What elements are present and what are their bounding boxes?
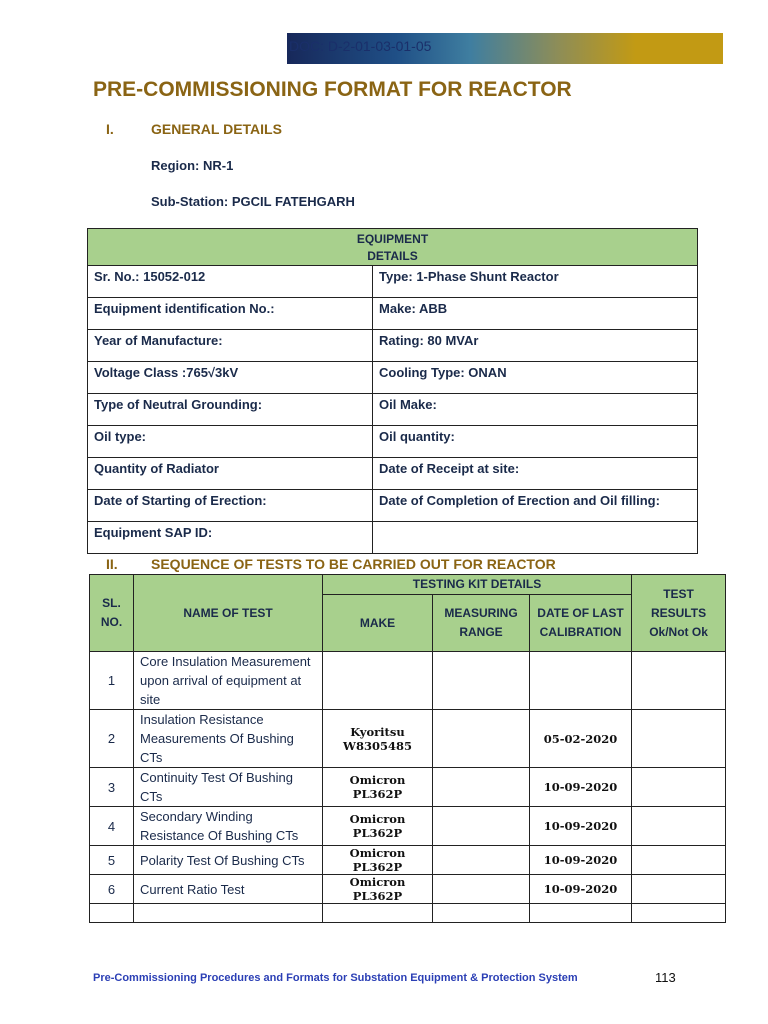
test-sl-no: 5 xyxy=(90,846,134,875)
equipment-field-right xyxy=(373,522,698,554)
test-row xyxy=(90,846,726,875)
equipment-field-left: Sr. No.: 15052-012 xyxy=(88,266,373,298)
test-row xyxy=(90,652,726,710)
test-name: Current Ratio Test xyxy=(134,875,323,904)
equipment-row xyxy=(88,426,698,458)
equipment-row xyxy=(88,490,698,522)
test-result xyxy=(632,807,726,846)
test-name xyxy=(134,904,323,923)
section-title: SEQUENCE OF TESTS TO BE CARRIED OUT FOR REACTOR xyxy=(151,556,556,572)
test-result xyxy=(632,904,726,923)
document-code-banner xyxy=(287,33,723,64)
equipment-field-right: Cooling Type: ONAN xyxy=(373,362,698,394)
equipment-row xyxy=(88,330,698,362)
sl-no-header: SL. NO. xyxy=(90,575,134,652)
test-sl-no: 3 xyxy=(90,768,134,807)
test-result xyxy=(632,846,726,875)
test-calibration-date: 10-09-2020 xyxy=(530,807,632,846)
equipment-field-left: Quantity of Radiator xyxy=(88,458,373,490)
test-measuring-range xyxy=(433,875,530,904)
test-name-header: NAME OF TEST xyxy=(134,575,323,652)
equipment-field-left: Equipment SAP ID: xyxy=(88,522,373,554)
test-measuring-range xyxy=(433,904,530,923)
page-footer: Pre-Commissioning Procedures and Formats for Substation Equipment & Protection System xyxy=(93,972,578,984)
equipment-header xyxy=(88,229,698,266)
equipment-field-right: Make: ABB xyxy=(373,298,698,330)
test-calibration-date: 05-02-2020 xyxy=(530,710,632,768)
equipment-field-right: Rating: 80 MVAr xyxy=(373,330,698,362)
test-kit-make: Kyoritsu W8305485 xyxy=(323,710,433,768)
test-row xyxy=(90,710,726,768)
test-name: Core Insulation Measurement upon arrival of equipment at site xyxy=(134,652,323,710)
test-results-header: TEST RESULTS Ok/Not Ok xyxy=(632,575,726,652)
test-calibration-date xyxy=(530,652,632,710)
equipment-field-right: Date of Receipt at site: xyxy=(373,458,698,490)
test-row xyxy=(90,875,726,904)
equipment-field-left: Type of Neutral Grounding: xyxy=(88,394,373,426)
testing-kit-header: TESTING KIT DETAILS xyxy=(323,575,632,595)
measuring-range-header: MEASURING RANGE xyxy=(433,595,530,652)
test-measuring-range xyxy=(433,710,530,768)
test-name: Polarity Test Of Bushing CTs xyxy=(134,846,323,875)
test-measuring-range xyxy=(433,652,530,710)
document-code: DOC: D-2-01-03-01-05 xyxy=(289,38,432,54)
make-header: MAKE xyxy=(323,595,433,652)
equipment-field-right: Oil quantity: xyxy=(373,426,698,458)
equipment-field-left: Year of Manufacture: xyxy=(88,330,373,362)
equipment-field-right: Type: 1-Phase Shunt Reactor xyxy=(373,266,698,298)
test-sl-no: 4 xyxy=(90,807,134,846)
test-name: Insulation Resistance Measurements Of Bushing CTs xyxy=(134,710,323,768)
page-number: 113 xyxy=(655,970,676,985)
equipment-row xyxy=(88,298,698,330)
test-result xyxy=(632,710,726,768)
test-measuring-range xyxy=(433,846,530,875)
equipment-field-left: Oil type: xyxy=(88,426,373,458)
equipment-header-row xyxy=(88,229,698,266)
equipment-row xyxy=(88,362,698,394)
test-kit-make: Omicron PL362P xyxy=(323,846,433,875)
test-kit-make: Omicron PL362P xyxy=(323,768,433,807)
test-sl-no xyxy=(90,904,134,923)
test-kit-make xyxy=(323,652,433,710)
section-number: II. xyxy=(106,556,118,572)
section-title: GENERAL DETAILS xyxy=(151,121,282,137)
test-measuring-range xyxy=(433,807,530,846)
test-name: Continuity Test Of Bushing CTs xyxy=(134,768,323,807)
equipment-details-table xyxy=(87,228,698,554)
test-sl-no: 2 xyxy=(90,710,134,768)
test-row xyxy=(90,768,726,807)
equipment-field-left: Voltage Class :765√3kV xyxy=(88,362,373,394)
equipment-header-line2: DETAILS xyxy=(367,249,418,263)
test-row xyxy=(90,807,726,846)
equipment-field-right: Oil Make: xyxy=(373,394,698,426)
test-calibration-date: 10-09-2020 xyxy=(530,846,632,875)
test-result xyxy=(632,652,726,710)
section-number: I. xyxy=(106,121,114,137)
equipment-row xyxy=(88,266,698,298)
equipment-row xyxy=(88,394,698,426)
test-measuring-range xyxy=(433,768,530,807)
region-field: Region: NR-1 xyxy=(151,158,234,173)
test-kit-make xyxy=(323,904,433,923)
equipment-field-right: Date of Completion of Erection and Oil filling: xyxy=(373,490,698,522)
test-calibration-date xyxy=(530,904,632,923)
test-result xyxy=(632,875,726,904)
equipment-field-left: Date of Starting of Erection: xyxy=(88,490,373,522)
test-calibration-date: 10-09-2020 xyxy=(530,768,632,807)
test-calibration-date: 10-09-2020 xyxy=(530,875,632,904)
equipment-field-left: Equipment identification No.: xyxy=(88,298,373,330)
substation-field: Sub-Station: PGCIL FATEHGARH xyxy=(151,194,355,209)
test-row xyxy=(90,904,726,923)
test-sl-no: 6 xyxy=(90,875,134,904)
test-sl-no: 1 xyxy=(90,652,134,710)
equipment-header-line1: EQUIPMENT xyxy=(356,232,429,246)
tests-table xyxy=(89,574,726,923)
equipment-row xyxy=(88,522,698,554)
test-name: Secondary Winding Resistance Of Bushing CTs xyxy=(134,807,323,846)
test-kit-make: Omicron PL362P xyxy=(323,875,433,904)
calibration-date-header: DATE OF LAST CALIBRATION xyxy=(530,595,632,652)
test-result xyxy=(632,768,726,807)
page-title: PRE-COMMISSIONING FORMAT FOR REACTOR xyxy=(93,78,572,101)
test-kit-make: Omicron PL362P xyxy=(323,807,433,846)
equipment-row xyxy=(88,458,698,490)
tests-header-row xyxy=(90,575,726,595)
